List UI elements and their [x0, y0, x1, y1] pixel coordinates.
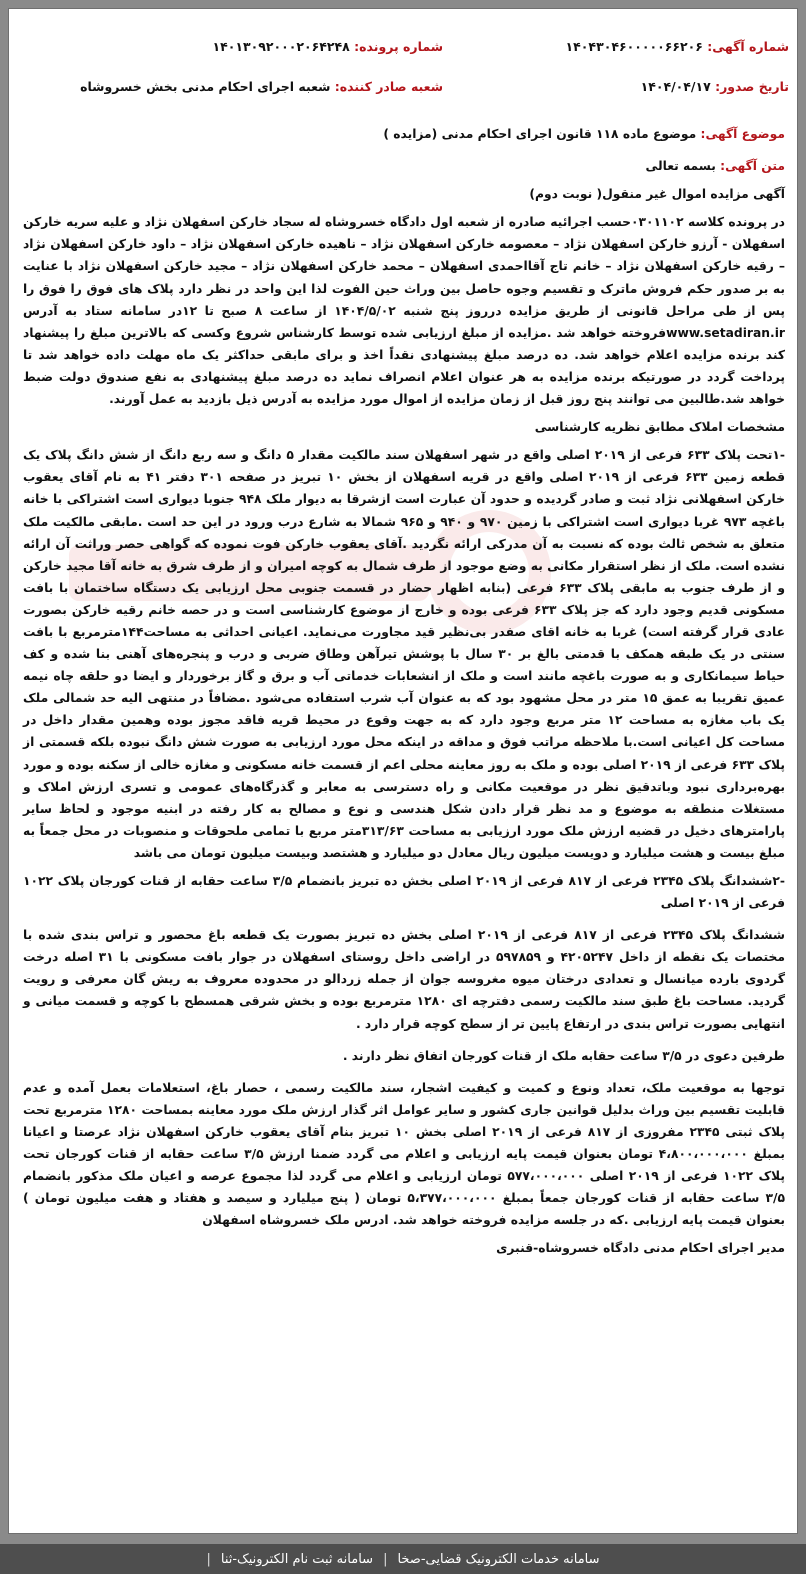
issue-date [641, 79, 789, 94]
valuation-paragraph: توجها به موقعیت ملک، تعداد ونوع و کمیت و کیفیت اشجار، سند مالکیت رسمی ، حصار باغ، استعلامات بعمل آمده و عدم قابلیت تقسیم بین وراث بدلیل قوانین جاری کشور و سایر عوامل اثر گذار ارزش ملک مورد معاینه بمساحت ۱۲۸۰ مترمربع تحت پلاک ثبتی ۲۳۴۵ مفروزی از ۸۱۷ فرعی از ۲۰۱۹ اصلی بخش ۱۰ تبریز بنام آقای یعقوب خارکن اسفهلان نژاد عرصتا و اعیانا بمبلغ ۴،۸۰۰،۰۰۰،۰۰۰ تومان بعنوان قیمت پایه ارزیابی و اعلام می گردد ضمنا ارزش ۳/۵ ساعت حقابه از قنات کورجان تحت پلاک ۱۰۲۲ فرعی از ۲۰۱۹ اصلی ۵۷۷،۰۰۰،۰۰۰ تومان ارزیابی و اعلام می گردد لذا مجموع عرصه و اعیان ملک مذکور بانضمام ۳/۵ ساعت حقابه از قنات کورجان جمعاً بمبلغ ۵،۳۷۷،۰۰۰،۰۰۰ تومان ( پنج میلیارد و سیصد و هفتاد و هفت میلیون تومان ) بعنوان قیمت پایه ارزیابی .که در جلسه مزایده فروخته خواهد شد. ادرس ملک خسروشاه اسفهلان [23, 1080, 785, 1228]
text-heading-line [23, 155, 785, 177]
case-number [212, 39, 443, 54]
sana-link[interactable]: سامانه ثبت نام الکترونیک-ثنا [220, 1551, 374, 1567]
signature: مدیر اجرای احکام مدنی دادگاه خسروشاه-قنبری [496, 1241, 785, 1256]
ad-number-label: شماره آگهی: [707, 39, 789, 54]
issuer-value: شعبه اجرای احکام مدنی بخش خسروشاه [80, 79, 331, 94]
subject-line [23, 123, 785, 145]
footer-separator: | [383, 1551, 388, 1567]
property-item-1: -۱تحت پلاک ۶۳۳ فرعی از ۲۰۱۹ اصلی واقع در شهر اسفهلان سند مالکیت مقدار ۵ دانگ و سه ربع دانگ از شش دانگ پلاک یک قطعه زمین ۶۳۳ فرعی از ۲۰۱۹ اصلی واقع در قریه اسفهلان از بخش ۱۰ تبریز در صفحه ۳۰۱ دفتر ۴۱ به نام آقای یعقوب خارکن اسفهلانی نژاد ثبت و صادر گردیده و حدود آن عبارت است ازشرقا به دیوار ملک ۹۴۸ جنوبا دیواری است اشتراکی با خانه باغچه ۹۷۳ غربا دیواری است اشتراکی با زمین ۹۷۰ و ۹۴۰ و ۹۶۵ شمالا به شارع درب ورود در این حد است .مابقی مالکیت ملک متعلق به شخص ثالث بوده که نسبت به آن مدرکی ارائه نگردید .آقای یعقوب خارکن فوت نموده که گواهی حصر وراثت آن ارائه نشده است. ملک از نظر استقرار مکانی به وضع موجود از طرف شمال به کوچه امیران و از طرف شرق به خانه آقا مجید خارکن و از طرف جنوب به مابقی پلاک ۶۳۳ فرعی (بنابه اظهار حضار در قسمت جنوبی محل ارزیابی یک دستگاه ساختمان با بافت مسکونی قدیم وجود دارد که جز پلاک ۶۳۳ فرعی بوده و خارج از موضوع کارشناسی است و در حصه خانم رقیه خارکن بصورت عادی قرار گرفته است) غربا به خانه اقای صفدر بی‌نظیر قید مجاورت می‌نماید. اعیانی احداثی به مساحت۱۴۴مترمربع با بافت سنتی در یک طبقه همکف با قدمتی بالغ بر ۳۰ سال با پوشش تیرآهن وطاق ضربی و درب و پنجره‌های آهنی بنا شده و کف حیاط سیمانکاری و به صورت باغچه مانند است و ملک از انشعابات خدماتی آب و برق و گاز برخوردار و ایضا دو حلقه چاه نیمه عمیق تقریبا به عمق ۱۵ متر در محل مشهود بود که به عنوان آب شرب استفاده می‌شود .مضافاً در منتهی الیه حد شمالی ملک یک باب مغازه به مساحت ۱۲ متر مربع وجود دارد که به جهت وقوع در محیط قریه فاقد مجوز بوده وهمین مقدار داخل در مساحت کل اعیانی است.با ملاحظه مراتب فوق و مداقه در اینکه محل مورد ارزیابی به صورت شش دانگ نبوده بلکه قسمتی از پلاک ۶۳۳ فرعی از ۲۰۱۹ اصلی بوده و ملک به روز معاینه محلی اعم از قسمت خانه مسکونی و مغازه خالی از سکنه بوده و مورد بهره‌برداری نبود وباتدقیق نظر در موقعیت مکانی و راه دسترسی به معابر و گذرگاه‌های عمومی و تسری ارزش املاک و مستغلات منطقه به موضوع و مد نظر قرار دادن شکل هندسی و نوع و مصالح به کار رفته در ابنیه موجود و لحاظ سایر پارامترهای دخیل در قضیه ارزش ملک مورد ارزیابی به مساحت ۳۱۳/۶۳متر مربع با تمامی ملحوقات و منصوبات در محل جمعاً به مبلغ بیست و هشت میلیارد و دویست میلیون ریال معادل دو میلیارد و هشتصد وبیست میلیون تومان می باشد [23, 448, 786, 860]
subject-label: موضوع آگهی: [700, 127, 785, 141]
subject-value: موضوع ماده ۱۱۸ قانون اجرای احکام مدنی (مزایده ) [383, 127, 697, 141]
notice-content [23, 123, 785, 1260]
property-item-2-title: -۲ششدانگ پلاک ۲۳۴۵ فرعی از ۸۱۷ فرعی از ۲۰۱۹ اصلی بخش ده تبریز بانضمام ۳/۵ ساعت حقابه از قنات کورجان پلاک ۱۰۲۲ فرعی از ۲۰۱۹ اصلی [23, 874, 785, 911]
footer-bar [0, 1544, 806, 1574]
property-item-2-description: ششدانگ پلاک ۲۳۴۵ فرعی از ۸۱۷ فرعی از ۲۰۱۹ اصلی بخش ده تبریز بصورت یک قطعه باغ محصور و تراس بندی شده با مختصات یک نقطه از داخل ۴۲۰۵۲۴۷ و ۵۹۷۸۵۹ در اراضی داخل روستای اسفهلان در جوار بافت مسکونی با ۳۱ اصله درخت گردوی بارده میانسال و تعدادی درختان میوه مغروسه جوان از جمله زردالو در محدوده معروف به ریش گان معرفی و رویت گردید. مساحت باغ طبق سند مالکیت رسمی دفترچه ای ۱۲۸۰ مترمربع بوده و بخش شرقی همسطح با کوچه و قسمت میانی و انتهایی بصورت تراس بندی در ارتفاع پایین تر از سطح کوچه قرار دارد . [23, 928, 786, 1031]
issue-date-value: ۱۴۰۴/۰۴/۱۷ [640, 79, 711, 94]
ad-number [566, 39, 789, 54]
issue-date-label: تاریخ صدور: [715, 79, 789, 94]
footer-edge-separator: | [206, 1551, 211, 1567]
issuer [80, 79, 443, 94]
intro-paragraph: در پرونده کلاسه ۰۳۰۱۱۰۲حسب اجرائیه صادره از شعبه اول دادگاه خسروشاه له سجاد خارکن اسفهلان نژاد و علیه سریه خارکن اسفهلان - آرزو خارکن اسفهلان نژاد – معصومه خارکن اسفهلان نژاد – ناهیده خارکن اسفهلان نژاد – داود خارکن اسفهلان نژاد – رقیه خارکن اسفهلان نژاد – خانم تاج آقااحمدی اسفهلان – محمد خارکن اسفهلان نژاد – مجید خارکن اسفهلان نژاد با عنایت به بر صدور حکم فروش ماترک و تقسیم وجوه حاصل بین وراث حین الفوت لذا این واحد در نظر دارد پلاک های فوق را فوق را پس از طی مراحل قانونی از طریق مزایده درروز پنج شنبه ۱۴۰۴/۵/۰۲ از ساعت ۸ صبح تا ۱۲در سامانه ستاد به آدرس www.setadiran.irفروخته خواهد شد .مزایده از مبلغ ارزیابی شده توسط کارشناس شروع وکسی که بالاترین مبلغ را پیشنهاد کند برنده مزایده اعلام خواهد شد. ده درصد مبلغ پیشنهادی نقداً اخذ و برای مابقی حداکثر یک ماه مهلت داده خواهد شد تا پرداخت گردد در صورتیکه برنده مزایده به هر عنوان اعلام انصراف نماید ده درصد مبلغ پیشنهادی به نفع صندوق دولت ضبط خواهد شد.طالبین می توانند پنج روز قبل از زمان مزایده از اموال مورد مزایده به آدرس ذیل بازدید به عمل آورند. [23, 215, 786, 407]
issuer-label: شعبه صادر کننده: [334, 79, 443, 94]
text-heading-value: بسمه تعالی [645, 159, 716, 174]
specs-heading: مشخصات املاک مطابق نظریه کارشناسی [534, 420, 785, 435]
notice-paper [8, 8, 798, 1534]
case-number-value: ۱۴۰۱۳۰۹۲۰۰۰۲۰۶۴۲۴۸ [212, 39, 350, 54]
text-heading-label: متن آگهی: [720, 159, 785, 174]
sakha-link[interactable]: سامانه خدمات الکترونیک قضایی-صخا [397, 1551, 600, 1567]
notice-title: آگهی مزایده اموال غیر منقول( نوبت دوم) [529, 187, 785, 202]
ad-number-value: ۱۴۰۴۳۰۴۶۰۰۰۰۰۶۶۲۰۶ [565, 39, 703, 54]
case-number-label: شماره پرونده: [354, 39, 443, 54]
parties-note: طرفین دعوی در ۳/۵ ساعت حقابه ملک از قنات کورجان اتفاق نظر دارند . [342, 1048, 785, 1063]
